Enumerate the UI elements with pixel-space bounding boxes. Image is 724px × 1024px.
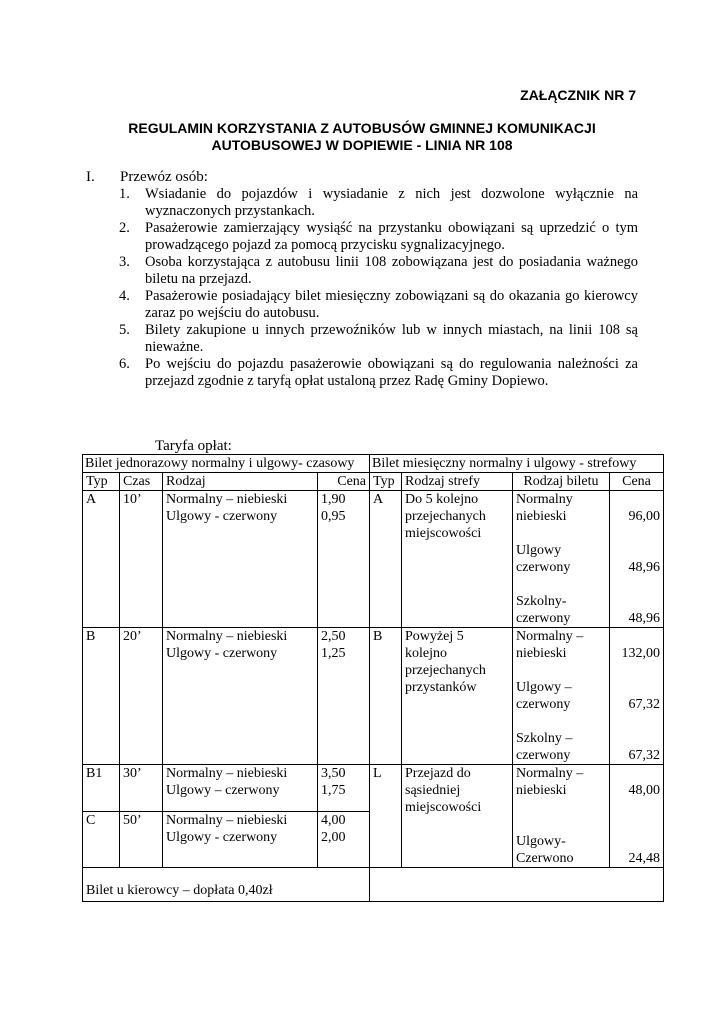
price-normal: 3,50 [321, 766, 346, 781]
ticket-type-line: Ulgowy [516, 543, 562, 558]
single-czas: 30’ [120, 765, 163, 812]
single-rodzaj [163, 765, 318, 812]
zone-line: przejechanych [405, 663, 486, 678]
document-title-line-1: REGULAMIN KORZYSTANIA Z AUTOBUSÓW GMINNEJ KOMUNIKACJI [128, 120, 596, 136]
single-cena [318, 628, 370, 765]
col-header-czas: Czas [120, 473, 163, 491]
zone-line: sąsiedniej [405, 783, 461, 798]
single-rodzaj [163, 491, 318, 628]
ticket-type-line: niebieski [516, 646, 567, 661]
empty-footer-cell [370, 868, 664, 902]
ticket-type-line: niebieski [516, 509, 567, 524]
single-rodzaj [163, 811, 318, 867]
table-row [83, 628, 664, 765]
rule-text: Osoba korzystająca z autobusu linii 108 zobowiązana jest do posiadania ważnego biletu na przejazd. [145, 254, 638, 287]
single-cena [318, 811, 370, 867]
single-ticket-header: Bilet jednorazowy normalny i ulgowy- czasowy [83, 455, 370, 473]
zone-line: miejscowości [405, 526, 482, 541]
monthly-zone [402, 491, 513, 628]
ticket-normal: Normalny – niebieski [166, 629, 288, 644]
rule-number: 4. [119, 288, 130, 304]
monthly-typ: B [370, 628, 402, 765]
zone-line: miejscowości [405, 800, 482, 815]
price-reduced: 2,00 [321, 829, 346, 845]
ticket-type-line: Normalny [516, 492, 573, 507]
rule-number: 1. [119, 186, 130, 202]
document-title-line-2: AUTOBUSOWEJ W DOPIEWIE - LINIA NR 108 [211, 137, 513, 153]
price-reduced: 1,75 [321, 783, 346, 798]
price-value: 48,96 [628, 611, 661, 626]
col-header-cena-monthly: Cena [610, 473, 664, 491]
price-value: 67,32 [628, 697, 661, 712]
single-czas: 10’ [120, 491, 163, 628]
rule-text: Pasażerowie posiadający bilet miesięczny zobowiązani są do okazania go kierowcy zaraz po wejściu do autobusu. [145, 288, 638, 321]
rule-text: Bilety zakupione u innych przewoźników lub w innych miastach, na linii 108 są nieważne. [145, 322, 638, 355]
single-czas: 50’ [120, 811, 163, 867]
ticket-type-line: Normalny – [516, 766, 584, 781]
ticket-reduced: Ulgowy - czerwony [166, 509, 278, 524]
ticket-type-line: czerwony [516, 611, 571, 626]
monthly-typ: L [370, 765, 402, 868]
zone-line: Powyżej 5 [405, 629, 464, 644]
monthly-ticket-type [513, 628, 610, 765]
monthly-price [610, 491, 664, 628]
table-row [83, 491, 664, 628]
rule-item [119, 322, 638, 356]
driver-surcharge-note: Bilet u kierowcy – dopłata 0,40zł [83, 868, 370, 902]
ticket-type-line: czerwony [516, 560, 571, 575]
monthly-price [610, 765, 664, 868]
table-footer-row [83, 868, 664, 902]
single-typ: C [83, 811, 120, 867]
price-value: 132,00 [621, 646, 661, 661]
rule-number: 5. [119, 322, 130, 338]
single-typ: A [83, 491, 120, 628]
monthly-ticket-type [513, 765, 610, 868]
single-typ: B1 [83, 765, 120, 812]
ticket-reduced: Ulgowy - czerwony [166, 829, 278, 845]
zone-line: kolejno [405, 646, 447, 661]
col-header-typ: Typ [83, 473, 120, 491]
ticket-type-line: Czerwono [516, 851, 574, 866]
ticket-normal: Normalny – niebieski [166, 766, 288, 781]
ticket-type-line: Ulgowy- [516, 834, 566, 849]
ticket-type-line: Ulgowy – [516, 680, 572, 695]
col-header-rodzaj: Rodzaj [163, 473, 318, 491]
tariff-caption: Taryfa opłat: [155, 438, 232, 454]
ticket-type-line: Normalny – [516, 629, 584, 644]
rule-text: Po wejściu do pojazdu pasażerowie obowiązani są do regulowania należności za przejazd zgodnie z taryfą opłat ustaloną przez Radę Gminy Dopiewo. [145, 356, 638, 389]
ticket-type-line: czerwony [516, 697, 571, 712]
monthly-price [610, 628, 664, 765]
monthly-zone [402, 628, 513, 765]
zone-line: Przejazd do [405, 766, 471, 781]
monthly-ticket-type [513, 491, 610, 628]
single-czas: 20’ [120, 628, 163, 765]
zone-line: przejechanych [405, 509, 486, 524]
annex-label: ZAŁĄCZNIK NR 7 [520, 87, 636, 103]
tariff-table [82, 454, 664, 902]
zone-line: Do 5 kolejno [405, 492, 479, 507]
ticket-reduced: Ulgowy - czerwony [166, 646, 278, 661]
rule-number: 3. [119, 254, 130, 270]
single-typ: B [83, 628, 120, 765]
rules-list [119, 186, 638, 390]
single-rodzaj [163, 628, 318, 765]
price-normal: 1,90 [321, 492, 346, 507]
section-heading: Przewóz osób: [120, 169, 208, 185]
col-header-rodzaj-biletu: Rodzaj biletu [513, 473, 610, 491]
rule-item [119, 356, 638, 390]
ticket-normal: Normalny – niebieski [166, 492, 288, 507]
table-column-header-row [83, 473, 664, 491]
price-value: 67,32 [628, 748, 661, 763]
price-normal: 4,00 [321, 812, 346, 828]
monthly-ticket-header: Bilet miesięczny normalny i ulgowy - strefowy [370, 455, 664, 473]
rule-text: Pasażerowie zamierzający wysiąść na przystanku obowiązani są uprzedzić o tym prowadzącego pojazd za pomocą przycisku sygnalizacyjnego. [145, 220, 638, 253]
ticket-type-line: Szkolny- [516, 594, 567, 609]
monthly-zone [402, 765, 513, 868]
rule-item [119, 288, 638, 322]
rule-number: 6. [119, 356, 130, 372]
single-cena [318, 491, 370, 628]
price-value: 48,96 [628, 560, 661, 575]
rule-item [119, 220, 638, 254]
single-cena [318, 765, 370, 812]
price-value: 24,48 [628, 851, 661, 866]
ticket-type-line: Szkolny – [516, 731, 573, 746]
table-group-header-row [83, 455, 664, 473]
price-normal: 2,50 [321, 629, 346, 644]
monthly-typ: A [370, 491, 402, 628]
table-row [83, 765, 664, 812]
ticket-type-line: niebieski [516, 783, 567, 798]
zone-line: przystanków [405, 680, 477, 695]
col-header-typ-monthly: Typ [370, 473, 402, 491]
ticket-reduced: Ulgowy – czerwony [166, 783, 280, 798]
rule-item [119, 254, 638, 288]
rule-item [119, 186, 638, 220]
ticket-normal: Normalny – niebieski [166, 812, 288, 828]
col-header-cena: Cena [318, 473, 370, 491]
ticket-type-line: czerwony [516, 748, 571, 763]
price-reduced: 1,25 [321, 646, 346, 661]
price-value: 48,00 [628, 783, 661, 798]
section-number: I. [86, 169, 95, 185]
rule-text: Wsiadanie do pojazdów i wysiadanie z nich jest dozwolone wyłącznie na wyznaczonych przystankach. [145, 186, 638, 219]
price-reduced: 0,95 [321, 509, 346, 524]
price-value: 96,00 [628, 509, 661, 524]
col-header-rodzaj-strefy: Rodzaj strefy [402, 473, 513, 491]
rule-number: 2. [119, 220, 130, 236]
